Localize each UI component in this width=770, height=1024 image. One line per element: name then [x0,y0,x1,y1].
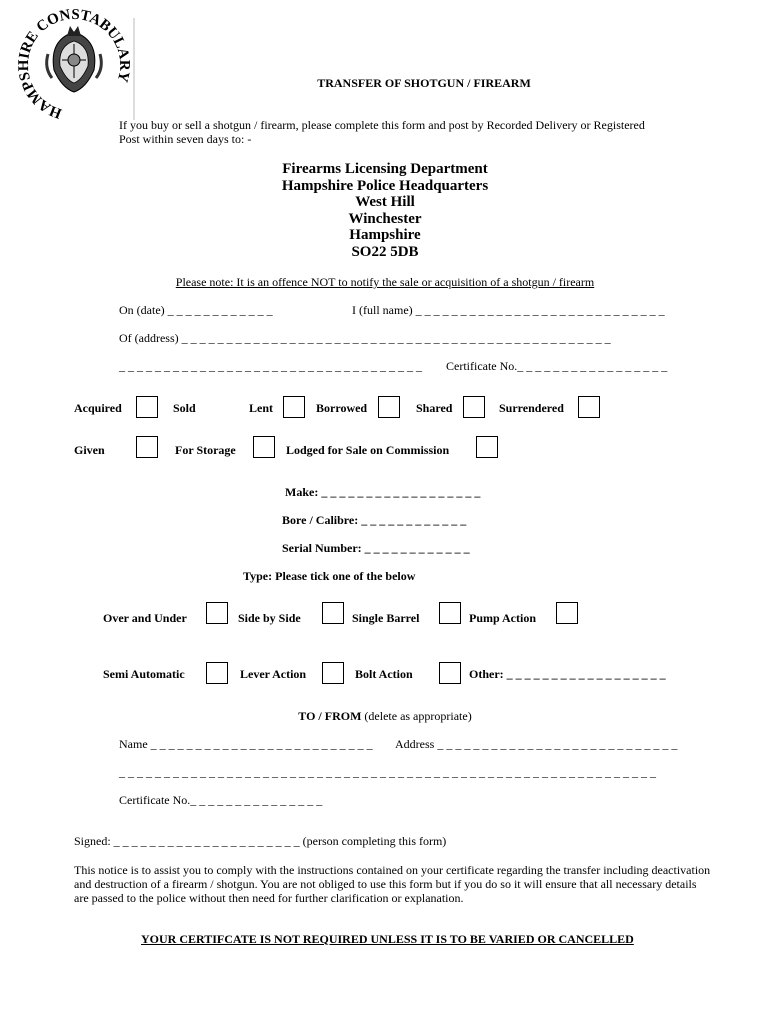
address-line: Hampshire Police Headquarters [281,177,489,194]
address-line: West Hill [355,194,415,210]
over-under-checkbox[interactable] [206,602,228,624]
over-under-label: Over and Under [103,611,187,625]
single-barrel-label: Single Barrel [352,611,420,625]
semi-automatic-checkbox[interactable] [206,662,228,684]
borrowed-label: Borrowed [316,401,368,415]
recipient-address-line2-field[interactable]: _ _ _ _ _ _ _ _ _ _ _ _ _ _ _ _ _ _ _ _ _ _ _ _ _ _ _ _ _ _ _ _ _ _ _ _ _ _ _ _ _ _ _ _ _ _ _ _ _ _ _ _ _ _ _ _ _ _ _ _ [119,765,656,779]
borrowed-checkbox[interactable] [378,396,400,418]
recipient-certificate-field[interactable]: Certificate No._ _ _ _ _ _ _ _ _ _ _ _ _ _ _ [119,793,323,807]
bolt-action-checkbox[interactable] [439,662,461,684]
address-line: Hampshire [349,227,421,243]
lent-checkbox[interactable] [283,396,305,418]
shared-checkbox[interactable] [463,396,485,418]
address-line: Firearms Licensing Department [282,161,488,177]
to-from-bold: TO / FROM [298,709,362,723]
pump-action-label: Pump Action [469,611,537,625]
on-date-field[interactable]: On (date) _ _ _ _ _ _ _ _ _ _ _ _ [119,303,273,317]
address-line2-field[interactable]: _ _ _ _ _ _ _ _ _ _ _ _ _ _ _ _ _ _ _ _ _ _ _ _ _ _ _ _ _ _ _ _ _ _ [119,359,422,373]
footer-notice: YOUR CERTIFCATE IS NOT REQUIRED UNLESS IT IS TO BE VARIED OR CANCELLED [141,932,634,946]
notice-text: This notice is to assist you to comply with the instructions contained on your certificate regarding the transfer including deactivation and destruction of a firearm / shotgun. You are not obliged to use this form but if you do so it will ensure that all necessary details are passed to the police without then need for further clarification or explanation. [74,863,711,905]
intro-text: If you buy or sell a shotgun / firearm, please complete this form and post by Recorded Delivery or Registered Post within seven days to: - [119,118,645,146]
semi-automatic-label: Semi Automatic [103,667,185,681]
to-from-rest: (delete as appropriate) [361,709,472,723]
for-storage-label: For Storage [175,443,236,457]
acquired-checkbox[interactable] [136,396,158,418]
constabulary-crest-logo [14,8,140,124]
certificate-no-field[interactable]: Certificate No._ _ _ _ _ _ _ _ _ _ _ _ _ _ _ _ _ [446,359,668,373]
address-line: SO22 5DB [351,243,419,260]
lodged-label: Lodged for Sale on Commission [286,443,450,457]
lever-action-label: Lever Action [240,667,307,681]
lent-label: Lent [249,401,273,415]
full-name-field[interactable]: I (full name) _ _ _ _ _ _ _ _ _ _ _ _ _ _ _ _ _ _ _ _ _ _ _ _ _ _ _ _ [352,303,665,317]
offence-note: Please note: It is an offence NOT to notify the sale or acquisition of a shotgun / firearm [175,275,595,289]
form-title: TRANSFER OF SHOTGUN / FIREARM [317,76,531,90]
signed-field[interactable]: Signed: _ _ _ _ _ _ _ _ _ _ _ _ _ _ _ _ _ _ _ _ _ (person completing this form) [74,834,447,848]
recipient-name-field[interactable]: Name _ _ _ _ _ _ _ _ _ _ _ _ _ _ _ _ _ _ _ _ _ _ _ _ _ [119,737,373,751]
pump-action-checkbox[interactable] [556,602,578,624]
to-from-heading [0,709,770,724]
surrendered-label: Surrendered [499,401,564,415]
lodged-checkbox[interactable] [476,436,498,458]
serial-field[interactable]: Serial Number: _ _ _ _ _ _ _ _ _ _ _ _ [282,541,470,555]
acquired-label: Acquired [74,401,122,415]
for-storage-checkbox[interactable] [253,436,275,458]
side-by-side-checkbox[interactable] [322,602,344,624]
shared-label: Shared [416,401,453,415]
recipient-address-field[interactable]: Address _ _ _ _ _ _ _ _ _ _ _ _ _ _ _ _ _ _ _ _ _ _ _ _ _ _ _ [395,737,678,751]
given-label: Given [74,443,105,457]
surrendered-checkbox[interactable] [578,396,600,418]
other-field[interactable]: Other: _ _ _ _ _ _ _ _ _ _ _ _ _ _ _ _ _ _ [469,667,666,681]
single-barrel-checkbox[interactable] [439,602,461,624]
make-field[interactable]: Make: _ _ _ _ _ _ _ _ _ _ _ _ _ _ _ _ _ _ [285,485,481,499]
side-by-side-label: Side by Side [238,611,301,625]
address-line: Winchester [348,210,422,227]
type-heading: Type: Please tick one of the below [243,569,416,583]
lever-action-checkbox[interactable] [322,662,344,684]
bolt-action-label: Bolt Action [355,667,413,681]
address-field[interactable]: Of (address) _ _ _ _ _ _ _ _ _ _ _ _ _ _ _ _ _ _ _ _ _ _ _ _ _ _ _ _ _ _ _ _ _ _ _ _ _ _ _ _ _ _ _ _ _ _ _ _ [119,331,611,345]
given-checkbox[interactable] [136,436,158,458]
sold-label: Sold [173,401,196,415]
bore-field[interactable]: Bore / Calibre: _ _ _ _ _ _ _ _ _ _ _ _ [282,513,467,527]
ring-text: HAMPSHIRE CONSTABULARY [16,8,133,122]
